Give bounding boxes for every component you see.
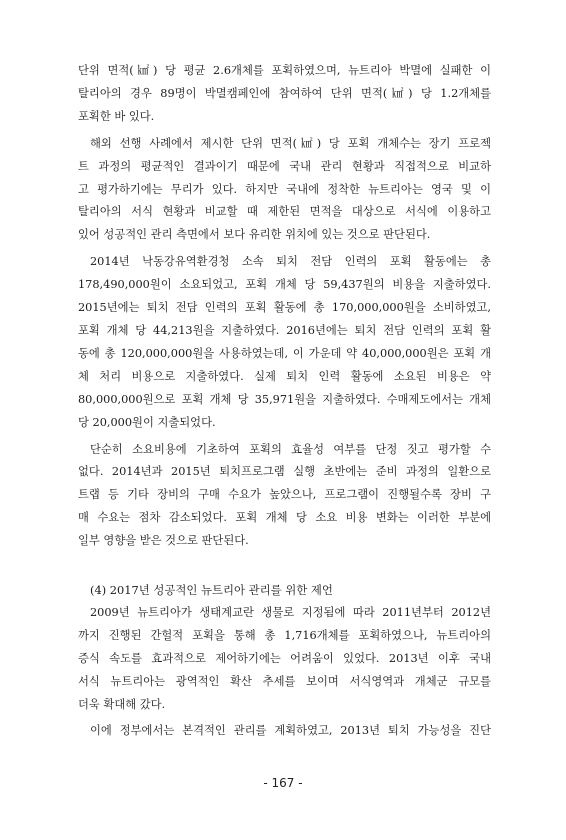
paragraph-1 (78, 60, 491, 129)
paragraph-2 (78, 133, 491, 248)
text-line: 탈리아의 서식 현황과 비교할 때 제한된 면적을 대상으로 서식에 이용하고 (78, 205, 491, 219)
text-line: 178,490,000원이 소요되었고, 포획 개체 당 59,437원의 비용을 지출하였다. (78, 278, 491, 292)
text-line: 80,000,000원으로 포획 개체 당 35,971원을 지출하였다. 수매제도에서는 개체 (78, 392, 491, 406)
text-line: 동에 총 120,000,000원을 사용하였는데, 이 가운데 약 40,000,000원은 포획 개 (78, 346, 491, 360)
text-line: 단위 면적(㎢) 당 평균 2.6개체를 포획하였으며, 뉴트리아 박멸에 실패한 이 (78, 64, 491, 77)
text-line: 트 과정의 평균적인 결과이기 때문에 국내 관리 현황과 직접적으로 비교하 (78, 159, 491, 173)
text-line: 증식 속도를 효과적으로 제어하기에는 어려움이 있었다. 2013년 이후 국내 (78, 651, 491, 665)
paragraph-6 (78, 720, 491, 743)
text-line: 더욱 확대해 갔다. (78, 697, 166, 711)
text-line: 서식 뉴트리아는 광역적인 확산 추세를 보이며 서식영역과 개체군 규모를 (78, 674, 491, 688)
paragraph-5 (78, 602, 491, 717)
text-line: 2015년에는 퇴치 전담 인력의 포획 활동에 총 170,000,000원을 소비하였고, (78, 301, 491, 315)
paragraph-4 (78, 439, 491, 554)
text-line: 없다. 2014년과 2015년 퇴치프로그램 실행 초반에는 준비 과정의 일환으로 (78, 465, 491, 479)
section-heading: (4) 2017년 성공적인 뉴트리아 관리를 위한 제언 (90, 583, 333, 598)
text-line: 매 수요는 점차 감소되었다. 포획 개체 당 소요 비용 변화는 이러한 부분에 (78, 511, 491, 525)
text-line: 탈리아의 경우 89명이 박멸캠페인에 참여하여 단위 면적(㎢) 당 1.2개체를 (78, 86, 491, 100)
text-line: 있어 성공적인 관리 측면에서 보다 유리한 위치에 있는 것으로 판단된다. (78, 228, 431, 242)
page-number: - 167 - (263, 776, 303, 790)
text-line: 고 평가하기에는 무리가 있다. 하지만 국내에 정착한 뉴트리아는 영국 및 이 (78, 182, 491, 196)
text-line: 포획 개체 당 44,213원을 지출하였다. 2016년에는 퇴치 전담 인력의 포획 활 (78, 323, 491, 337)
text-line: 2009년 뉴트리아가 생태계교란 생물로 지정됨에 따라 2011년부터 2012년 (90, 605, 491, 619)
document-body (78, 60, 491, 747)
text-line: 이에 정부에서는 본격적인 관리를 계획하였고, 2013년 퇴치 가능성을 진단 (90, 724, 491, 738)
text-line: 일부 영향을 받은 것으로 판단된다. (78, 534, 249, 548)
text-line: 까지 진행된 간헐적 포획을 통해 총 1,716개체를 포획하였으나, 뉴트리아의 (78, 628, 491, 642)
paragraph-3 (78, 251, 491, 434)
text-line: 트랩 등 기타 장비의 구매 수요가 높았으나, 프로그램이 진행될수록 장비 구 (78, 488, 491, 502)
section-gap (78, 557, 491, 579)
text-line: 단순히 소요비용에 기초하여 포획의 효율성 여부를 단정 짓고 평가할 수 (90, 442, 491, 456)
text-line: 해외 선행 사례에서 제시한 단위 면적(㎢) 당 포획 개체수는 장기 프로젝 (90, 136, 491, 150)
text-line: 체 처리 비용으로 지출하였다. 실제 퇴치 인력 활동에 소요된 비용은 약 (78, 369, 491, 383)
text-line: 2014년 낙동강유역환경청 소속 퇴치 전담 인력의 포획 활동에는 총 (90, 255, 491, 269)
text-line: 당 20,000원이 지출되었다. (78, 415, 216, 429)
text-line: 포획한 바 있다. (78, 109, 155, 123)
